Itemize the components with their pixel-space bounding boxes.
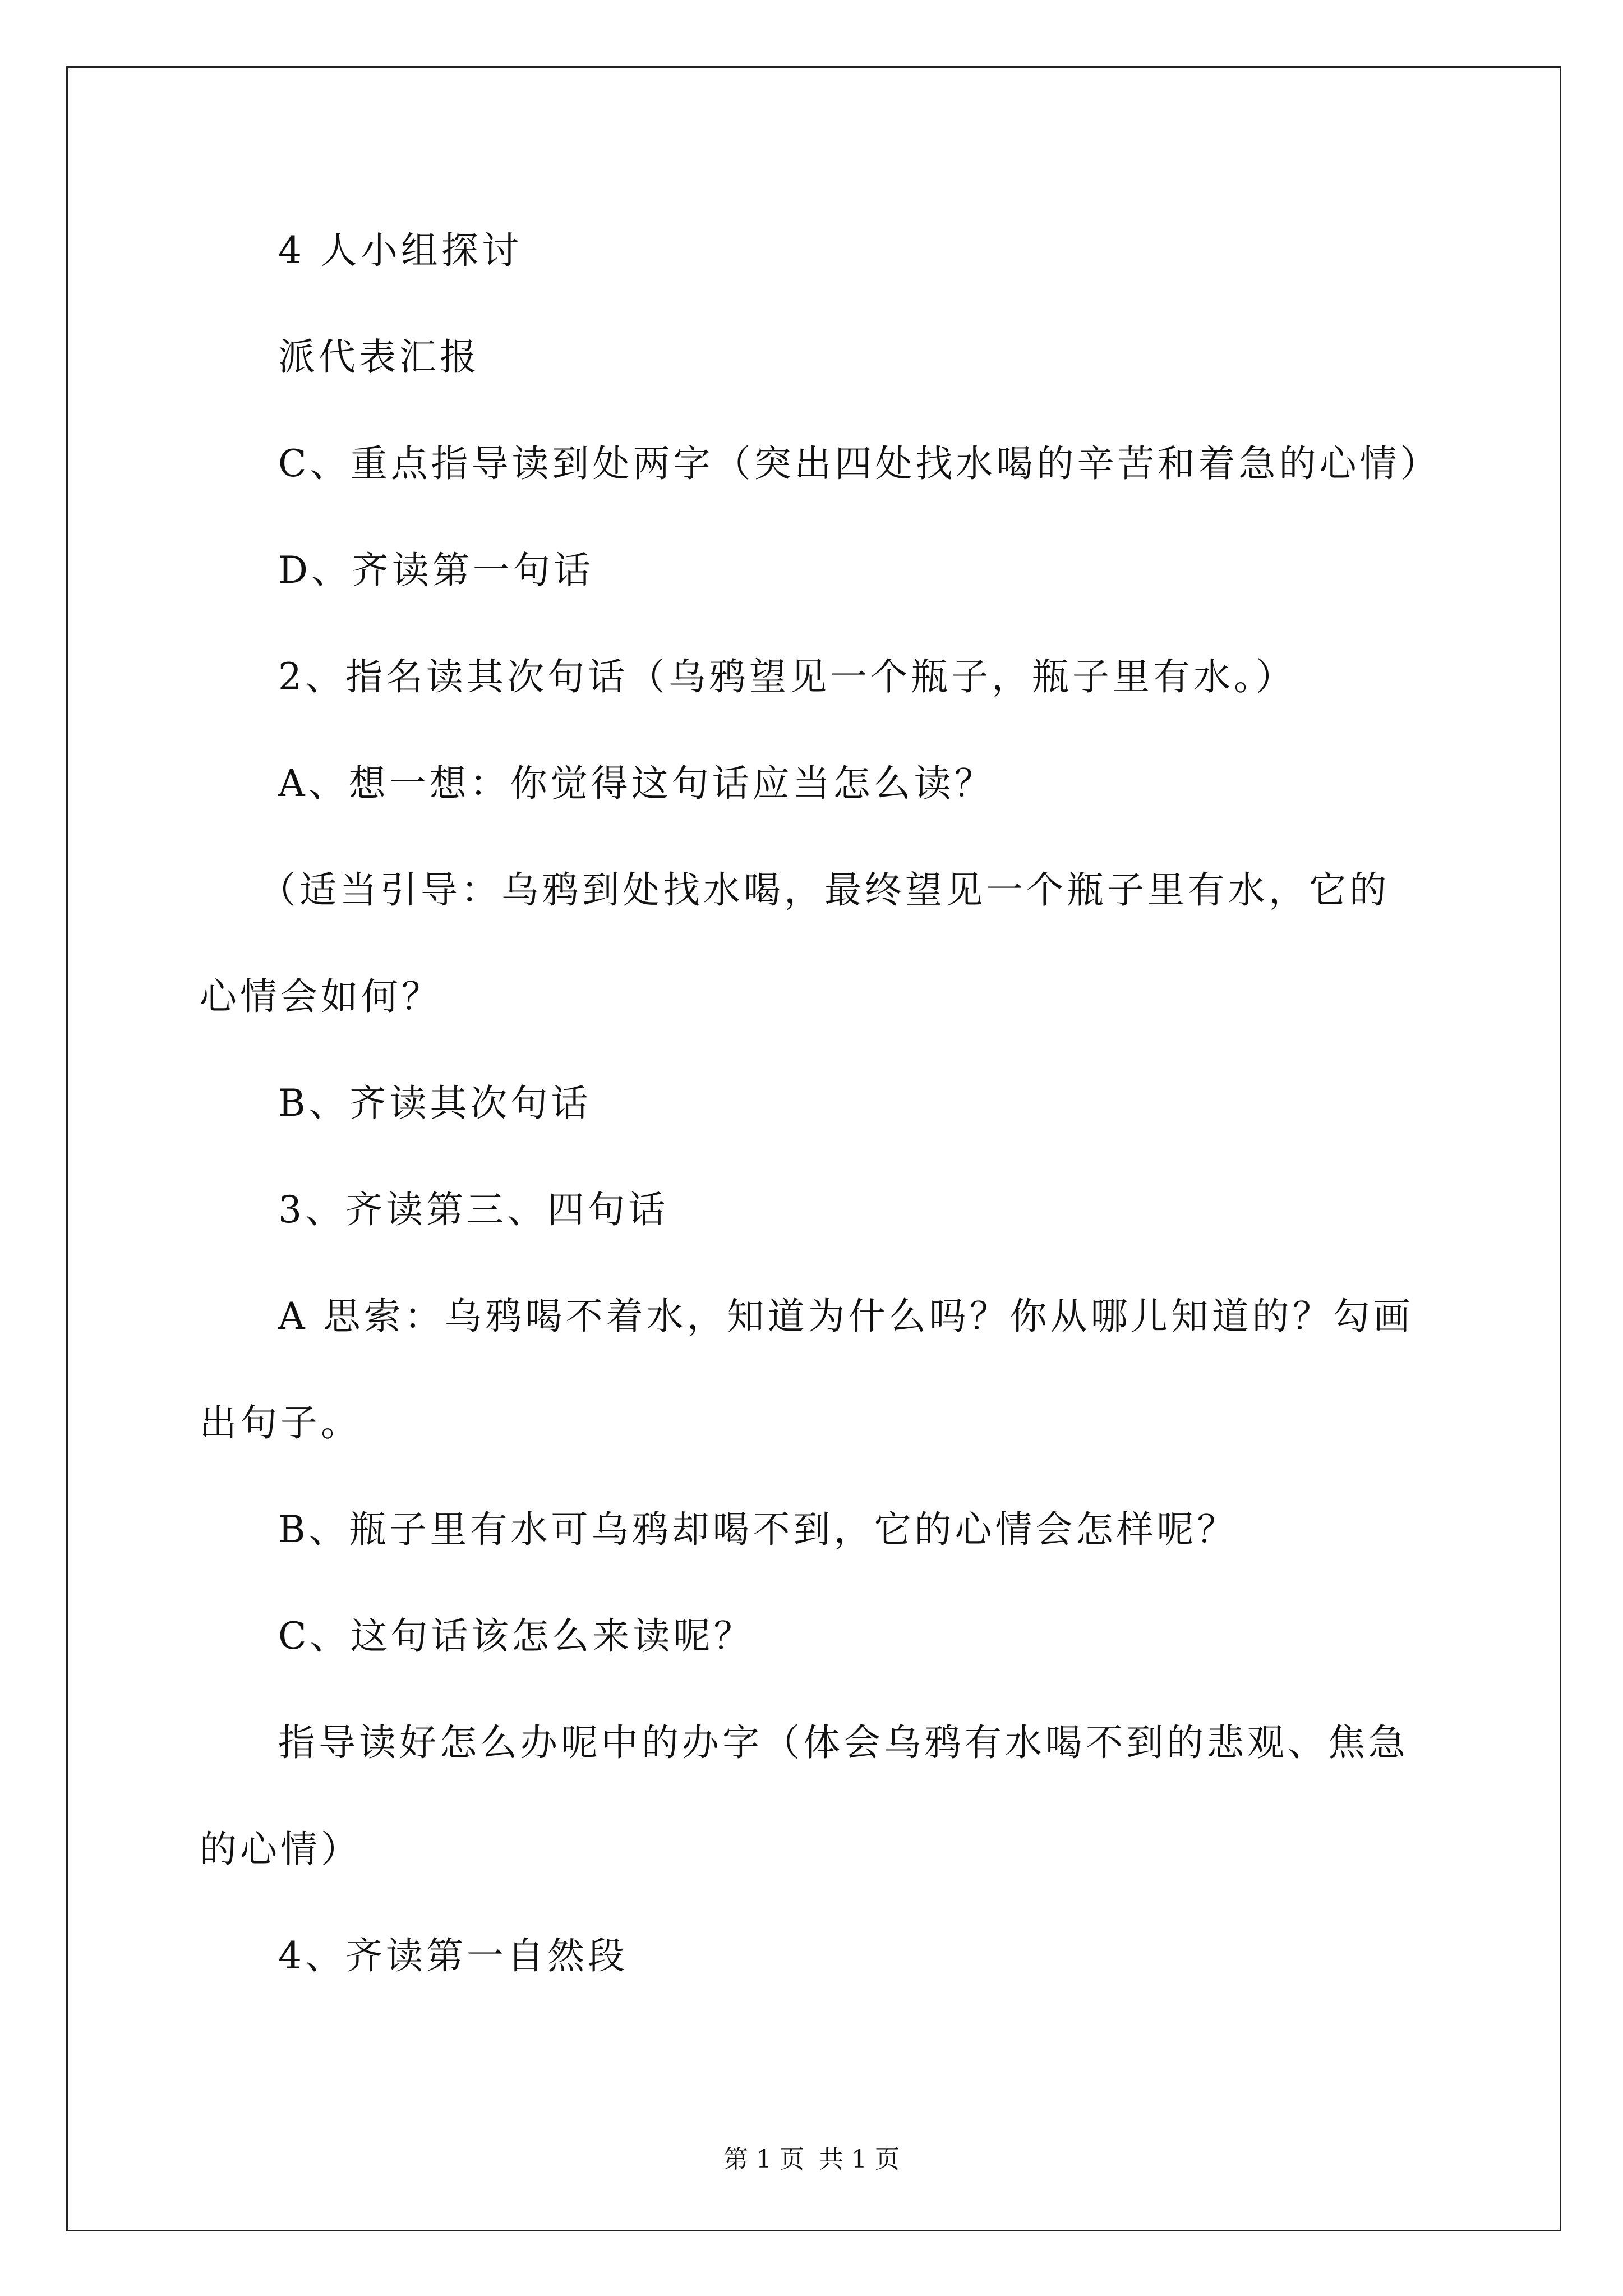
paragraph-13: 指导读好怎么办呢中的办字（体会乌鸦有水喝不到的悲观、焦急	[278, 1721, 1409, 1764]
paragraph-5: 2、指名读其次句话（乌鸦望见一个瓶子，瓶子里有水。）	[278, 655, 1296, 698]
paragraph-4: D、齐读第一句话	[278, 549, 594, 592]
paragraph-12: C、这句话该怎么来读呢？	[278, 1614, 754, 1658]
paragraph-9: 3、齐读第三、四句话	[278, 1188, 668, 1231]
current-page-label: 第 1 页	[723, 2145, 804, 2174]
paragraph-10-continued: 出句子。	[200, 1401, 361, 1444]
paragraph-2: 派代表汇报	[278, 335, 480, 379]
paragraph-10: A 思索：乌鸦喝不着水，知道为什么吗？你从哪儿知道的？勾画	[278, 1295, 1414, 1338]
paragraph-8: B、齐读其次句话	[278, 1082, 592, 1125]
paragraph-3: C、重点指导读到处两字（突出四处找水喝的辛苦和着急的心情）	[278, 442, 1441, 485]
paragraph-11: B、瓶子里有水可乌鸦却喝不到，它的心情会怎样呢？	[278, 1508, 1238, 1551]
paragraph-7-continued: 心情会如何？	[200, 975, 442, 1018]
paragraph-7: （适当引导：乌鸦到处找水喝，最终望见一个瓶子里有水，它的	[259, 868, 1390, 912]
total-pages-label: 共 1 页	[819, 2145, 900, 2174]
paragraph-14: 4、齐读第一自然段	[278, 1934, 628, 1977]
paragraph-13-continued: 的心情）	[200, 1828, 361, 1871]
paragraph-6: A、想一想：你觉得这句话应当怎么读？	[278, 762, 995, 805]
paragraph-1: 4 人小组探讨	[278, 229, 522, 272]
page-footer	[0, 2143, 1623, 2177]
